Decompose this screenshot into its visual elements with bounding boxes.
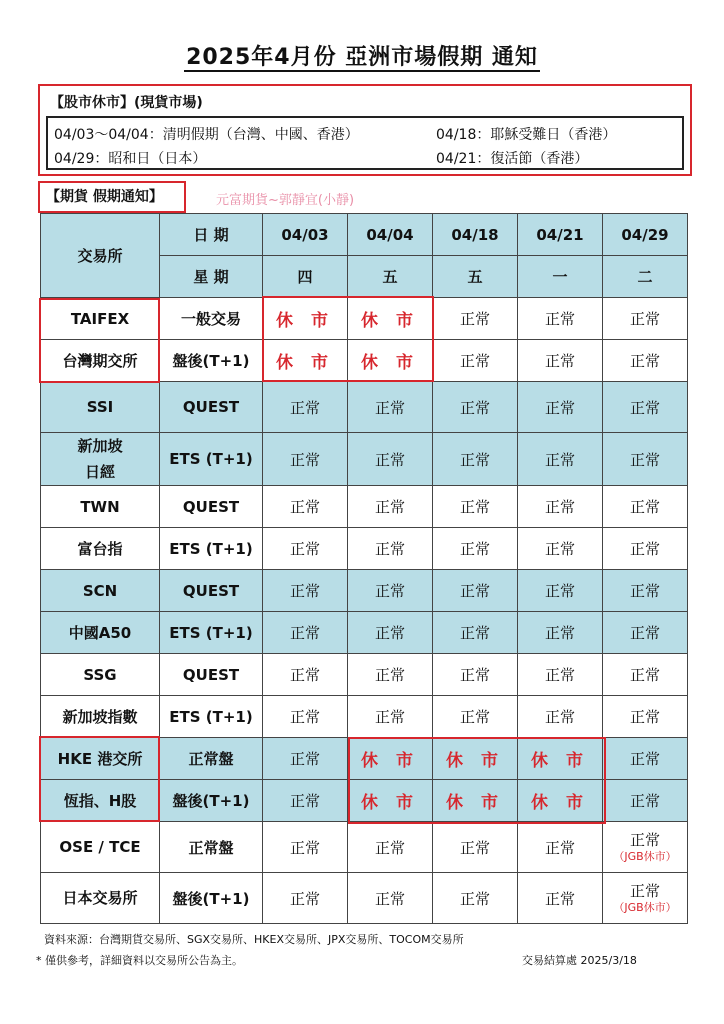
status-open [603, 873, 688, 924]
trading-session: 一般交易 [160, 298, 263, 340]
trading-session: 盤後(T+1) [160, 780, 263, 822]
status-open: 正常 [348, 486, 433, 528]
status-open: 正常 [518, 570, 603, 612]
status-open: 正常 [263, 738, 348, 780]
stock-holiday-list [46, 116, 684, 170]
status-open: 正常 [348, 612, 433, 654]
status-open: 正常 [348, 433, 433, 486]
status-open: 正常 [348, 570, 433, 612]
exchange-name: OSE / TCE [41, 822, 160, 873]
data-source: 資料來源：台灣期貨交易所、SGX交易所、HKEX交易所、JPX交易所、TOCOM交易所 [44, 933, 464, 946]
trading-session: 正常盤 [160, 822, 263, 873]
jgb-closure-note: （JGB休市） [613, 901, 677, 914]
weekday-header: 二 [603, 256, 688, 298]
status-open: 正常 [603, 340, 688, 382]
status-open: 正常 [603, 528, 688, 570]
exchange-name: 恆指、H股 [41, 780, 160, 822]
exchange-header: 交易所 [41, 214, 160, 298]
date-header: 04/04 [348, 214, 433, 256]
status-open: 正常 [433, 654, 518, 696]
exchange-name-line: 新加坡 [77, 437, 123, 455]
status-open: 正常 [263, 654, 348, 696]
issuer-date: 交易結算處 2025/3/18 [522, 954, 637, 967]
exchange-name: TAIFEX [41, 298, 160, 340]
status-open: 正常 [603, 780, 688, 822]
holiday-item: 04/03～04/04：清明假期（台灣、中國、香港） [54, 127, 359, 143]
broker-note: 元富期貨~郭靜宜(小靜) [216, 193, 355, 208]
status-open: 正常 [433, 696, 518, 738]
status-open: 正常 [518, 822, 603, 873]
exchange-name: 台灣期交所 [41, 340, 160, 382]
status-open: 正常 [263, 528, 348, 570]
trading-session: ETS (T+1) [160, 612, 263, 654]
trading-session: ETS (T+1) [160, 528, 263, 570]
stock-closure-section [38, 84, 692, 176]
status-open: 正常 [518, 612, 603, 654]
status-open: 正常 [603, 654, 688, 696]
status-open: 正常 [518, 382, 603, 433]
status-open: 正常 [263, 433, 348, 486]
date-label: 日 期 [160, 214, 263, 256]
status-open: 正常 [603, 382, 688, 433]
status-open: 正常 [603, 486, 688, 528]
status-open: 正常 [518, 873, 603, 924]
exchange-name: 新加坡指數 [41, 696, 160, 738]
exchange-name: SSI [41, 382, 160, 433]
status-open: 正常 [433, 873, 518, 924]
status-open: 正常 [348, 528, 433, 570]
status-open: 正常 [603, 738, 688, 780]
exchange-name: 日本交易所 [41, 873, 160, 924]
status-closed: 休 市 [518, 780, 603, 822]
exchange-name: SSG [41, 654, 160, 696]
exchange-name-line: 日經 [84, 463, 115, 481]
date-header: 04/18 [433, 214, 518, 256]
stock-section-heading: 【股市休市】(現貨市場) [50, 95, 203, 111]
futures-section-heading: 【期貨 假期通知】 [38, 181, 186, 213]
status-open: 正常 [518, 486, 603, 528]
status-open: 正常 [433, 433, 518, 486]
status-open: 正常 [518, 528, 603, 570]
status-open: 正常 [518, 654, 603, 696]
status-open: 正常 [433, 298, 518, 340]
status-open [603, 822, 688, 873]
status-closed: 休 市 [433, 780, 518, 822]
exchange-name [41, 433, 160, 486]
exchange-name: TWN [41, 486, 160, 528]
status-closed: 休 市 [348, 780, 433, 822]
weekday-header: 四 [263, 256, 348, 298]
status-open: 正常 [263, 780, 348, 822]
status-open: 正常 [518, 433, 603, 486]
holiday-table [40, 213, 688, 924]
status-closed: 休 市 [518, 738, 603, 780]
status-open: 正常 [348, 382, 433, 433]
trading-session: QUEST [160, 486, 263, 528]
status-open: 正常 [518, 298, 603, 340]
status-open: 正常 [433, 486, 518, 528]
trading-session: QUEST [160, 570, 263, 612]
date-header: 04/03 [263, 214, 348, 256]
holiday-item: 04/21：復活節（香港） [436, 151, 589, 167]
weekday-header: 五 [348, 256, 433, 298]
status-open: 正常 [433, 612, 518, 654]
date-header: 04/29 [603, 214, 688, 256]
status-closed: 休 市 [348, 340, 433, 382]
weekday-header: 五 [433, 256, 518, 298]
status-open: 正常 [433, 382, 518, 433]
trading-session: QUEST [160, 382, 263, 433]
status-open: 正常 [263, 696, 348, 738]
weekday-header: 一 [518, 256, 603, 298]
trading-session: QUEST [160, 654, 263, 696]
trading-session: 盤後(T+1) [160, 340, 263, 382]
status-open: 正常 [263, 873, 348, 924]
status-open: 正常 [518, 340, 603, 382]
status-open: 正常 [263, 612, 348, 654]
status-open: 正常 [603, 298, 688, 340]
status-open: 正常 [433, 570, 518, 612]
exchange-name: 富台指 [41, 528, 160, 570]
exchange-name: SCN [41, 570, 160, 612]
trading-session: 正常盤 [160, 738, 263, 780]
exchange-name: HKE 港交所 [41, 738, 160, 780]
trading-session: ETS (T+1) [160, 696, 263, 738]
status-open: 正常 [433, 822, 518, 873]
status-open: 正常 [348, 873, 433, 924]
holiday-item: 04/18：耶穌受難日（香港） [436, 127, 617, 143]
holiday-item: 04/29：昭和日（日本） [54, 151, 207, 167]
status-closed: 休 市 [348, 298, 433, 340]
status-open: 正常 [348, 822, 433, 873]
page-title: 2025年4月份 亞洲市場假期 通知 [186, 45, 538, 70]
status-open: 正常 [603, 612, 688, 654]
status-open: 正常 [433, 528, 518, 570]
status-text: 正常 [629, 831, 660, 849]
status-open: 正常 [263, 382, 348, 433]
status-closed: 休 市 [263, 340, 348, 382]
status-open: 正常 [348, 654, 433, 696]
status-closed: 休 市 [348, 738, 433, 780]
status-open: 正常 [263, 822, 348, 873]
status-open: 正常 [348, 696, 433, 738]
weekday-label: 星 期 [160, 256, 263, 298]
status-closed: 休 市 [263, 298, 348, 340]
status-open: 正常 [603, 696, 688, 738]
status-closed: 休 市 [433, 738, 518, 780]
status-open: 正常 [433, 340, 518, 382]
trading-session: 盤後(T+1) [160, 873, 263, 924]
status-open: 正常 [263, 486, 348, 528]
status-open: 正常 [603, 433, 688, 486]
status-open: 正常 [263, 570, 348, 612]
status-open: 正常 [603, 570, 688, 612]
status-open: 正常 [518, 696, 603, 738]
jgb-closure-note: （JGB休市） [613, 850, 677, 863]
exchange-name: 中國A50 [41, 612, 160, 654]
trading-session: ETS (T+1) [160, 433, 263, 486]
status-text: 正常 [629, 882, 660, 900]
date-header: 04/21 [518, 214, 603, 256]
disclaimer: * 僅供參考，詳細資料以交易所公告為主。 [36, 954, 243, 967]
